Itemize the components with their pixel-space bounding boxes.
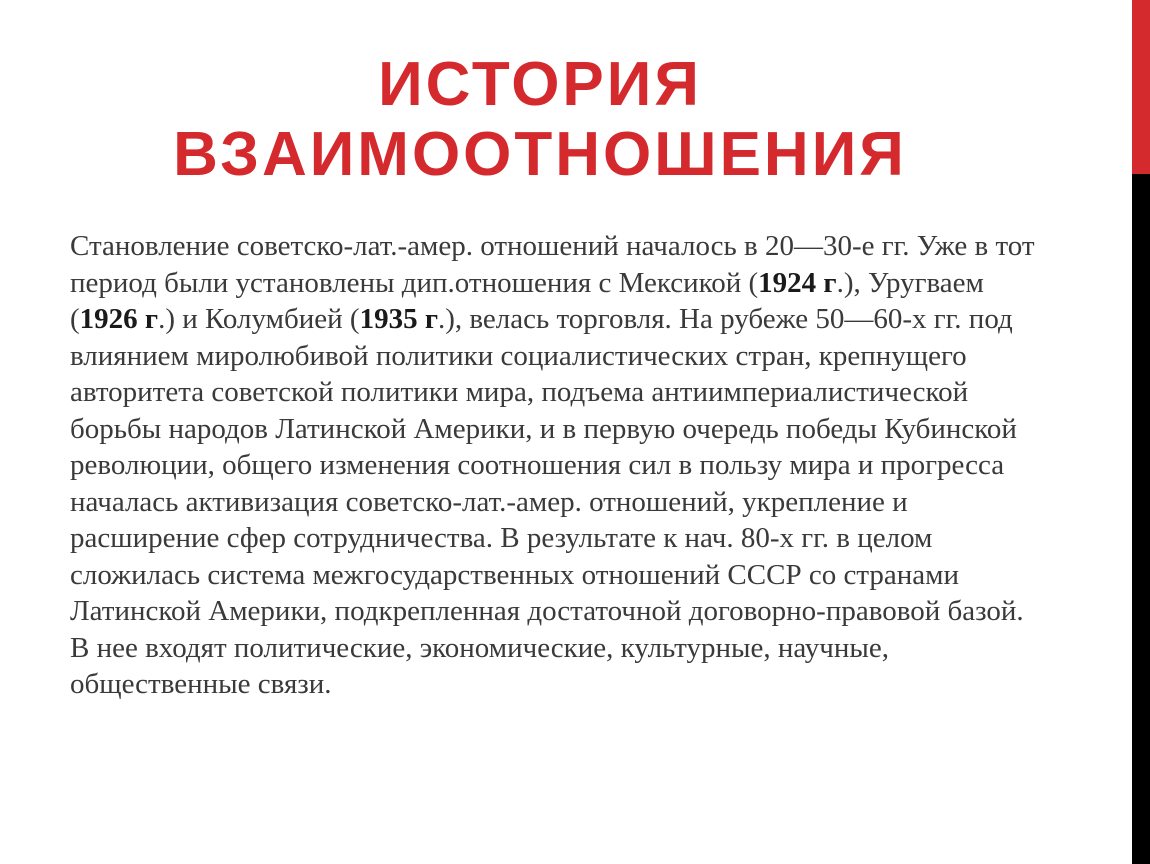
body-paragraph bbox=[70, 228, 1050, 703]
year-1926: 1926 г bbox=[79, 303, 159, 335]
slide-title bbox=[90, 50, 990, 190]
body-text-part-2: .), Уругваем ( bbox=[70, 266, 984, 335]
side-accent-bar-red bbox=[1132, 0, 1150, 174]
body-text-part-3: .) и Колумбией ( bbox=[158, 303, 360, 335]
title-line-2: ВЗАИМООТНОШЕНИЯ bbox=[173, 120, 907, 189]
body-text-part-4: .), велась торговля. На рубеже 50—60-х гг. под влиянием миролюбивой политики социалистических стран, крепнущего авторитета советской политики мира, подъема антиимпериалистической борьбы народов Латинской Америки, и в первую очередь победы Кубинской революции, общего изменения соотношения сил в пользу мира и прогресса началась активизация советско-лат.-амер. отношений, укрепление и расширение сфер сотрудничества. В результате к нач. 80-х гг. в целом сложилась система межгосударственных отношений СССР со странами Латинской Америки, подкрепленная достаточной договорно-правовой базой. В нее входят политические, экономические, культурные, научные, общественные связи. bbox=[70, 303, 1024, 700]
year-1924: 1924 г bbox=[758, 266, 837, 299]
title-line-1: ИСТОРИЯ bbox=[378, 50, 702, 119]
year-1935: 1935 г bbox=[359, 303, 438, 335]
side-accent-bar-black bbox=[1132, 174, 1150, 864]
body-text-part-1: Становление советско-лат.-амер. отношений началось в 20—30-е гг. Уже в тот период были установлены дип.отношения с Мексикой ( bbox=[70, 230, 1035, 299]
